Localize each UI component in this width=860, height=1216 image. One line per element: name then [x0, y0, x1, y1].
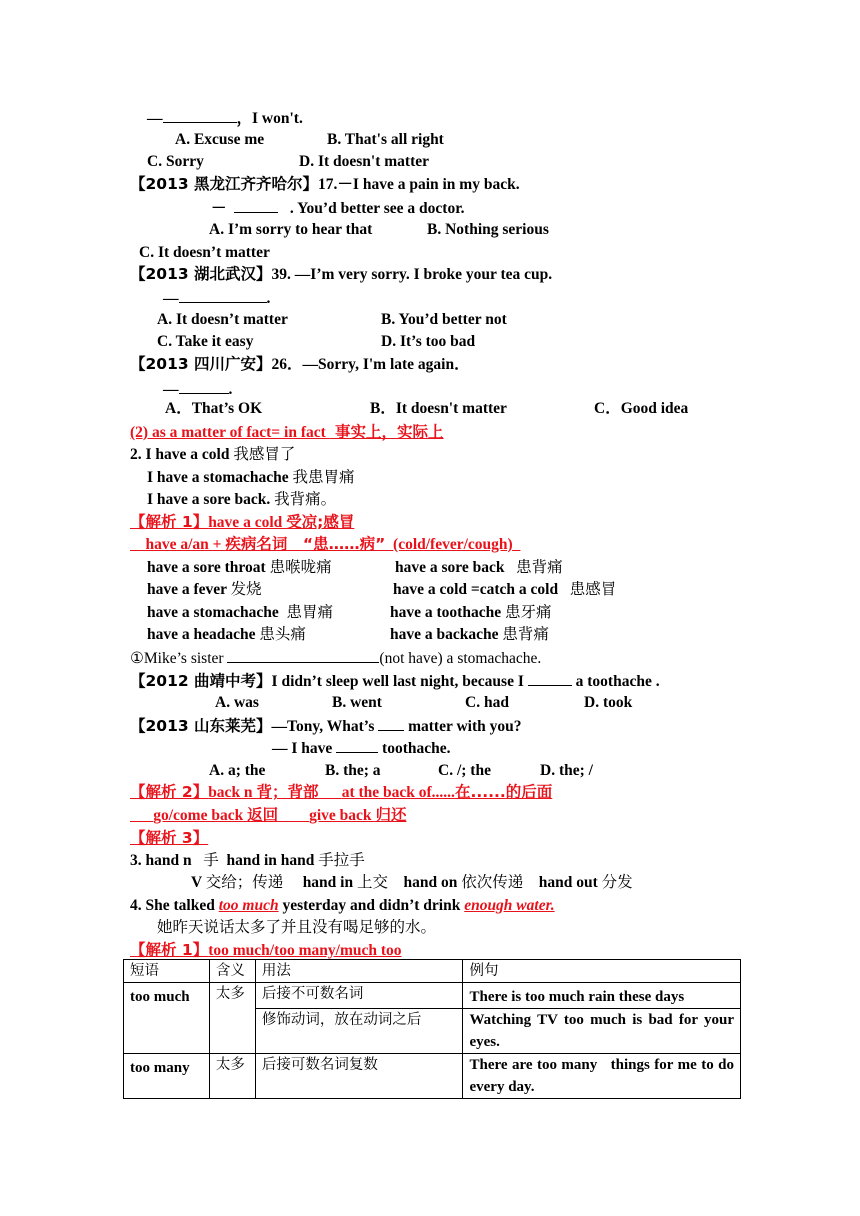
note1-heading: 【解析 1】have a cold 受凉;感冒	[130, 513, 355, 531]
table-cell-example: Watching TV too much is bad for your eyes.	[463, 1009, 741, 1054]
table-cell-meaning: 太多	[209, 983, 255, 1054]
answer-blank	[528, 670, 572, 686]
table-cell-usage: 修饰动词，放在动词之后	[255, 1009, 463, 1054]
q2-option-b: B. Nothing serious	[427, 221, 549, 238]
q6-option-b: B. the; a	[325, 762, 381, 779]
answer-blank	[179, 287, 267, 303]
table-row	[124, 983, 741, 1009]
q3-option-a: A. It doesn’t matter	[157, 311, 288, 328]
q6-option-a: A. a; the	[209, 762, 266, 779]
section3-verb: V 交给；传递 hand in 上交 hand on 依次传递 hand out 分发	[191, 873, 633, 891]
q3-option-d: D. It’s too bad	[381, 333, 476, 350]
section2-line1: I have a stomachache 我患胃痛	[147, 468, 355, 486]
q3-option-b: B. You’d better not	[381, 311, 507, 328]
section4-translation: 她昨天说话太多了并且没有喝足够的水。	[157, 918, 437, 936]
illness-item: have a backache 患背痛	[390, 625, 549, 643]
q3-option-c: C. Take it easy	[157, 333, 254, 350]
answer-blank	[378, 715, 404, 731]
table-header-cell: 例句	[463, 960, 741, 983]
section4-note-heading: 【解析 1】too much/too many/much too	[130, 941, 402, 959]
answer-blank	[163, 107, 237, 123]
q3-stem: 【2013 湖北武汉】39. —I’m very sorry. I broke your tea cup.	[130, 265, 553, 283]
q4-option-b: B．It doesn't matter	[370, 400, 507, 417]
answer-blank	[234, 197, 278, 213]
q5-stem: 【2012 曲靖中考】I didn’t sleep well last night, because I a toothache .	[130, 672, 660, 690]
exercise-1: ①Mike’s sister (not have) a stomachache.	[130, 647, 541, 669]
q3-reply: — .	[163, 287, 270, 309]
q5-option-c: C. had	[465, 694, 509, 711]
q2-option-c: C. It doesn’t matter	[139, 244, 270, 261]
q6-stem: 【2013 山东莱芜】—Tony, What’s matter with you?	[130, 717, 522, 735]
table-cell-usage: 后接可数名词复数	[255, 1054, 463, 1099]
note1-pattern: have a/an + 疾病名词 “患……病” (cold/fever/cough)	[145, 535, 513, 553]
table-cell-phrase: too much	[124, 983, 210, 1054]
q5-option-d: D. took	[584, 694, 633, 711]
illness-item: have a stomachache 患胃痛	[147, 603, 334, 621]
q2-reply: － . You’d better see a doctor.	[211, 197, 465, 219]
q2-option-a: A. I’m sorry to hear that	[209, 221, 373, 238]
table-cell-usage: 后接不可数名词	[255, 983, 463, 1009]
table-header-cell: 用法	[255, 960, 463, 983]
illness-item: have a fever 发烧	[147, 580, 262, 598]
table-cell-meaning: 太多	[209, 1054, 255, 1099]
q4-stem: 【2013 四川广安】26．—Sorry, I'm late again．	[130, 355, 470, 373]
q1-option-a: A. Excuse me	[175, 131, 265, 148]
q4-reply: — .	[163, 378, 232, 400]
answer-blank	[227, 647, 379, 663]
section2-title: 2. I have a cold 我感冒了	[130, 445, 296, 463]
illness-item: have a sore back 患背痛	[395, 558, 563, 576]
illness-item: have a sore throat 患喉咙痛	[147, 558, 332, 576]
section3-title: 3. hand n 手 hand in hand 手拉手	[130, 851, 365, 869]
comparison-table	[123, 959, 741, 1099]
table-header-cell: 含义	[209, 960, 255, 983]
note2-line2: go/come back 返回 give back 归还	[153, 806, 407, 824]
q1-prompt: — ，I won't.	[147, 107, 303, 129]
table-cell-example: There is too much rain these days	[463, 983, 741, 1009]
q1-option-b: B. That's all right	[327, 131, 444, 148]
q2-stem: 【2013 黑龙江齐齐哈尔】17.－I have a pain in my back.	[130, 175, 520, 193]
q5-option-b: B. went	[332, 694, 382, 711]
table-cell-example: There are too many things for me to do every day.	[463, 1054, 741, 1099]
q4-option-a: A．That’s OK	[165, 400, 263, 417]
table-header-cell: 短语	[124, 960, 210, 983]
section4-sentence: 4. She talked too much yesterday and didn’t drink enough water.	[130, 897, 555, 914]
illness-item: have a cold =catch a cold 患感冒	[393, 580, 617, 598]
phrase-as-a-matter-of-fact: (2) as a matter of fact= in fact 事实上，实际上	[130, 423, 444, 441]
q5-option-a: A. was	[215, 694, 259, 711]
answer-blank	[179, 378, 229, 394]
table-row	[124, 1054, 741, 1099]
q1-option-d: D. It doesn't matter	[299, 153, 430, 170]
note2-line1: 【解析 2】back n 背；背部 at the back of......在......的后面	[130, 783, 553, 801]
q1-option-c: C. Sorry	[147, 153, 204, 170]
q6-option-d: D. the; /	[540, 762, 593, 779]
answer-blank	[336, 737, 378, 753]
q4-option-c: C．Good idea	[594, 400, 689, 417]
note3-heading: 【解析 3】	[130, 829, 209, 847]
table-header-row	[124, 960, 741, 983]
q6-reply: — I have toothache.	[272, 737, 451, 759]
illness-item: have a toothache 患牙痛	[390, 603, 552, 621]
q6-option-c: C. /; the	[438, 762, 491, 779]
illness-item: have a headache 患头痛	[147, 625, 306, 643]
table-cell-phrase: too many	[124, 1054, 210, 1099]
section2-line2: I have a sore back. 我背痛。	[147, 490, 337, 508]
